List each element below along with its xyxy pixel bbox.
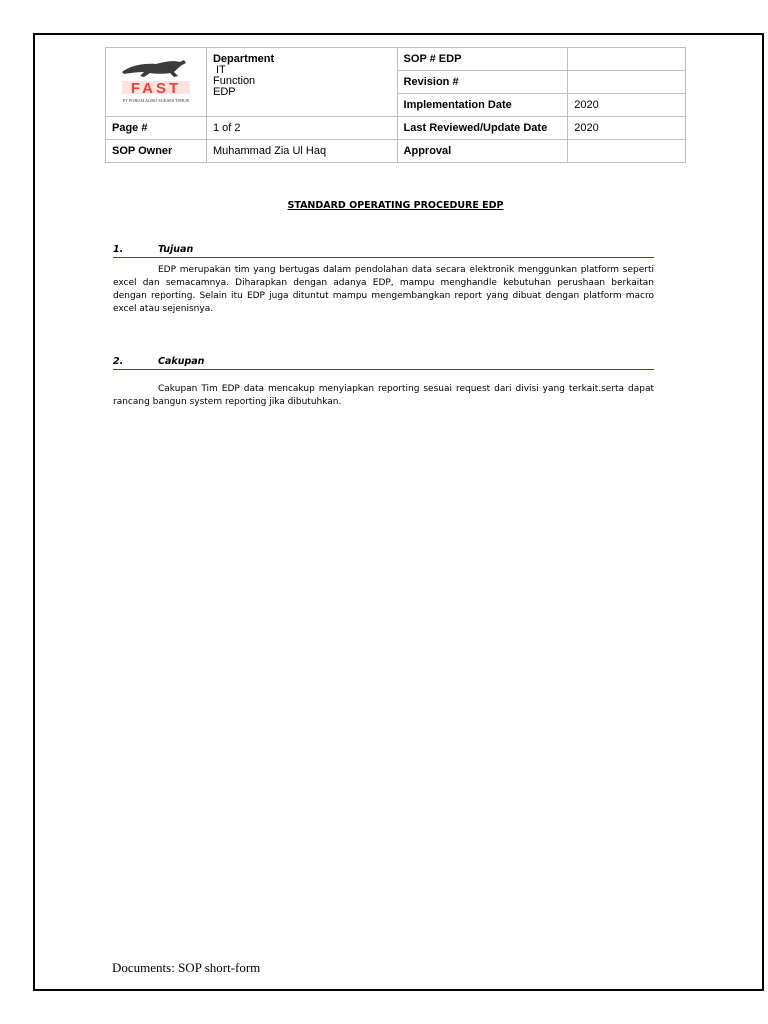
sop-header-table (105, 47, 686, 163)
page-label: Page # (106, 117, 207, 140)
document-title: STANDARD OPERATING PROCEDURE EDP (287, 200, 504, 211)
revision-label: Revision # (397, 71, 568, 94)
implementation-label: Implementation Date (397, 94, 568, 117)
department-value: IT (215, 64, 226, 76)
page-frame (33, 33, 764, 991)
function-value: EDP (212, 86, 236, 98)
section-heading-tujuan (113, 244, 654, 258)
owner-value: Muhammad Zia Ul Haq (206, 140, 397, 163)
section-number: 1. (113, 244, 124, 255)
section-number: 2. (113, 356, 124, 367)
section-title: Cakupan (158, 356, 205, 367)
approval-label: Approval (397, 140, 568, 163)
logo-subtext: PT FORUM AGRO SUKSES TIMUR (122, 98, 190, 103)
section-title: Tujuan (158, 244, 194, 255)
function-label: Function (212, 75, 256, 87)
section-heading-cakupan (113, 356, 654, 370)
revision-value (568, 71, 686, 94)
department-function-cell (206, 48, 397, 117)
document-footer: Documents: SOP short-form (112, 960, 261, 975)
reviewed-label: Last Reviewed/Update Date (397, 117, 568, 140)
reviewed-value: 2020 (568, 117, 686, 140)
sop-value (568, 48, 686, 71)
logo-wordmark: FAST (130, 80, 182, 97)
implementation-value: 2020 (568, 94, 686, 117)
section-body-tujuan: EDP merupakan tim yang bertugas dalam pendolahan data secara elektronik menggunkan platform seperti excel dan semacamnya. Diharapkan dengan adanya EDP, mampu menghandle kebutuhan perushaan berkaitan dengan reporting. Selain itu EDP juga dituntut mampu mengembangkan report yang dibuat dengan platform macro excel atau sejenisnya. (113, 265, 654, 314)
page-value: 1 of 2 (206, 117, 397, 140)
company-logo (106, 48, 207, 117)
approval-value (568, 140, 686, 163)
cheetah-logo-icon (108, 50, 204, 114)
section-body-cakupan: Cakupan Tim EDP data mencakup menyiapkan reporting sesuai request dari divisi yang terkait.serta dapat rancang bangun system reporting jika dibutuhkan. (113, 384, 654, 407)
owner-label: SOP Owner (106, 140, 207, 163)
department-label: Department (212, 53, 275, 65)
sop-label: SOP # EDP (397, 48, 568, 71)
